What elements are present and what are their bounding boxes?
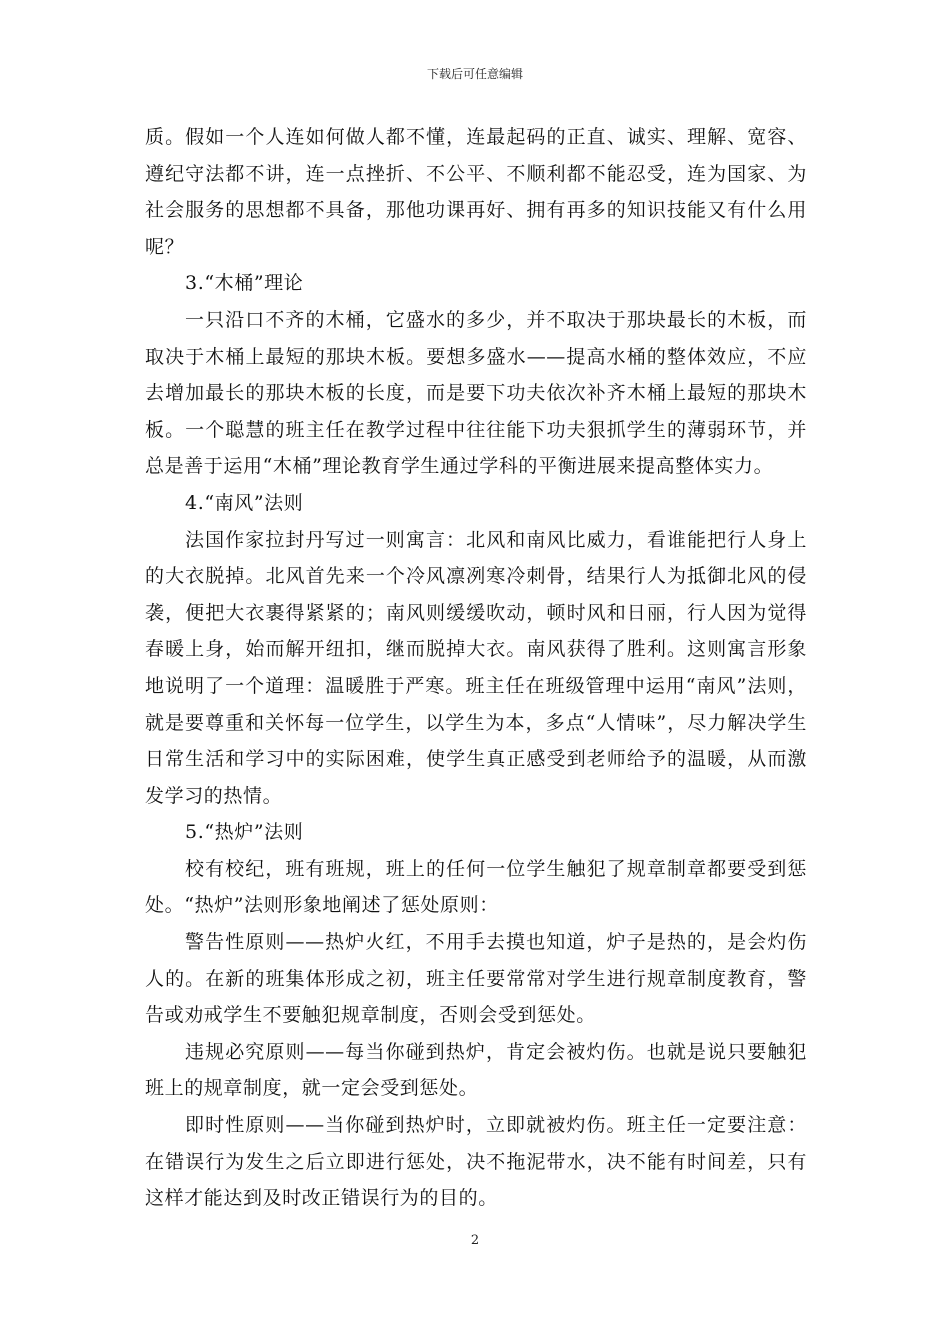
- paragraph-continuation: 质。假如一个人连如何做人都不懂，连最起码的正直、诚实、理解、宽容、遵纪守法都不讲，连一点挫折、不公平、不顺利都不能忍受，连为国家、为社会服务的思想都不具备，那他功课再好、拥有再多的知识技能又有什么用呢？: [145, 126, 807, 258]
- paragraph-hot-stove-intro: 校有校纪，班有班规，班上的任何一位学生触犯了规章制章都要受到惩处。“热炉”法则形象地阐述了惩处原则：: [145, 857, 807, 917]
- paragraph-south-wind-rule: 法国作家拉封丹写过一则寓言：北风和南风比威力，看谁能把行人身上的大衣脱掉。北风首先来一个冷风凛冽寒冷刺骨，结果行人为抵御北风的侵袭，便把大衣裹得紧紧的；南风则缓缓吹动，顿时风和日丽，行人因为觉得春暖上身，始而解开纽扣，继而脱掉大衣。南风获得了胜利。这则寓言形象地说明了一个道理：温暖胜于严寒。班主任在班级管理中运用“南风”法则，就是要尊重和关怀每一位学生，以学生为本，多点“人情味”，尽力解决学生日常生活和学习中的实际困难，使学生真正感受到老师给予的温暖，从而激发学习的热情。: [145, 528, 807, 807]
- paragraph-bucket-theory: 一只沿口不齐的木桶，它盛水的多少，并不取决于那块最长的木板，而取决于木桶上最短的那块木板。要想多盛水——提高水桶的整体效应，不应去增加最长的那块木板的长度，而是要下功夫依次补齐木桶上最短的那块木板。一个聪慧的班主任在教学过程中往往能下功夫狠抓学生的薄弱环节，并总是善于运用“木桶”理论教育学生通过学科的平衡进展来提高整体实力。: [145, 308, 807, 478]
- page-number: 2: [470, 1233, 480, 1248]
- section-heading-bucket-theory: 3.“木桶”理论: [185, 272, 304, 295]
- page-header: 下载后可任意编辑: [426, 67, 523, 81]
- section-heading-hot-stove-rule: 5.“热炉”法则: [185, 821, 304, 844]
- document-body: [145, 119, 807, 1217]
- paragraph-warning-principle: 警告性原则——热炉火红，不用手去摸也知道，炉子是热的，是会灼伤人的。在新的班集体形成之初，班主任要常常对学生进行规章制度教育，警告或劝戒学生不要触犯规章制度，否则会受到惩处。: [145, 931, 807, 1027]
- section-heading-south-wind-rule: 4.“南风”法则: [185, 491, 304, 514]
- paragraph-immediacy-principle: 即时性原则——当你碰到热炉时，立即就被灼伤。班主任一定要注意：在错误行为发生之后立即进行惩处，决不拖泥带水，决不能有时间差，只有这样才能达到及时改正错误行为的目的。: [145, 1114, 807, 1210]
- paragraph-violation-principle: 违规必究原则——每当你碰到热炉，肯定会被灼伤。也就是说只要触犯班上的规章制度，就一定会受到惩处。: [145, 1040, 807, 1100]
